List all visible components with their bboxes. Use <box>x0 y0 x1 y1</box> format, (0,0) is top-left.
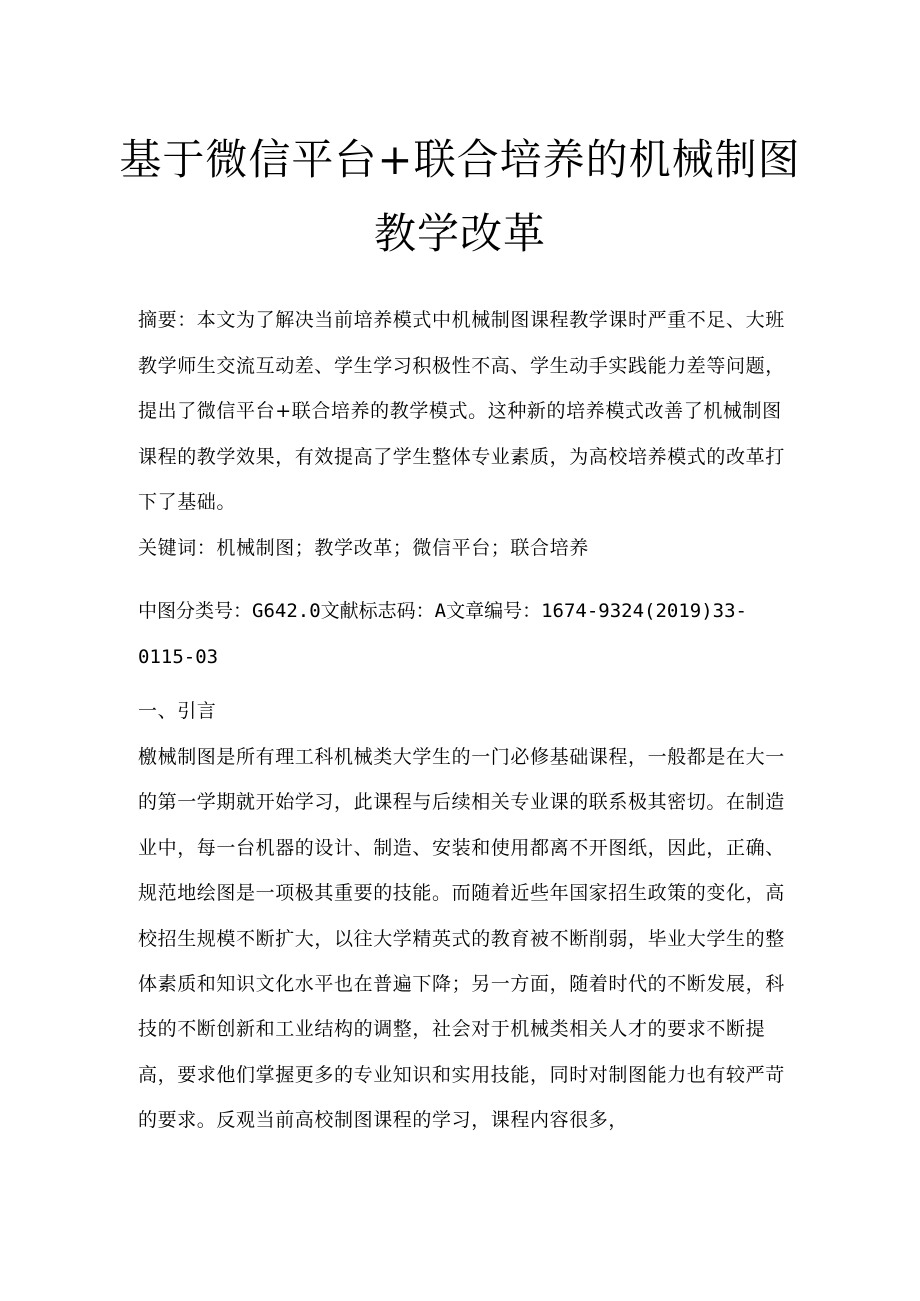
document-title-line-2: 教学改革 <box>373 209 546 258</box>
document-title-line-1: 基于微信平台+联合培养的机械制图 <box>119 135 801 184</box>
section-heading: 一、引言 <box>138 700 217 722</box>
keywords-line: 关键词：机械制图；教学改革；微信平台；联合培养 <box>138 537 589 559</box>
body-paragraph-container <box>138 735 788 1144</box>
abstract-paragraph: 摘要：本文为了解决当前培养模式中机械制图课程教学课时严重不足、大班教学师生交流互动差、学生学习积极性不高、学生动手实践能力差等问题，提出了微信平台+联合培养的教学模式。这种新的培养模式改善了机械制图课程的教学效果，有效提高了学生整体专业素质，为高校培养模式的改革打下了基础。 <box>138 309 785 513</box>
classification-line: 中图分类号：G642.0文献标志码：A文章编号：1674-9324(2019)33-0115-03 <box>138 600 747 668</box>
body-paragraph: 檄械制图是所有理工科机械类大学生的一门必修基础课程，一般都是在大一的第一学期就开始学习，此课程与后续相关专业课的联系极其密切。在制造业中，每一台机器的设计、制造、安装和使用都离不开图纸，因此，正确、规范地绘图是一项极其重要的技能。而随着近些年国家招生政策的变化，高校招生规模不断扩大，以往大学精英式的教育被不断削弱，毕业大学生的整体素质和知识文化水平也在普遍下降；另一方面，随着时代的不断发展，科技的不断创新和工业结构的调整，社会对于机械类相关人才的要求不断提高，要求他们掌握更多的专业知识和实用技能，同时对制图能力也有较严苛的要求。反观当前高校制图课程的学习，课程内容很多， <box>138 746 785 1132</box>
